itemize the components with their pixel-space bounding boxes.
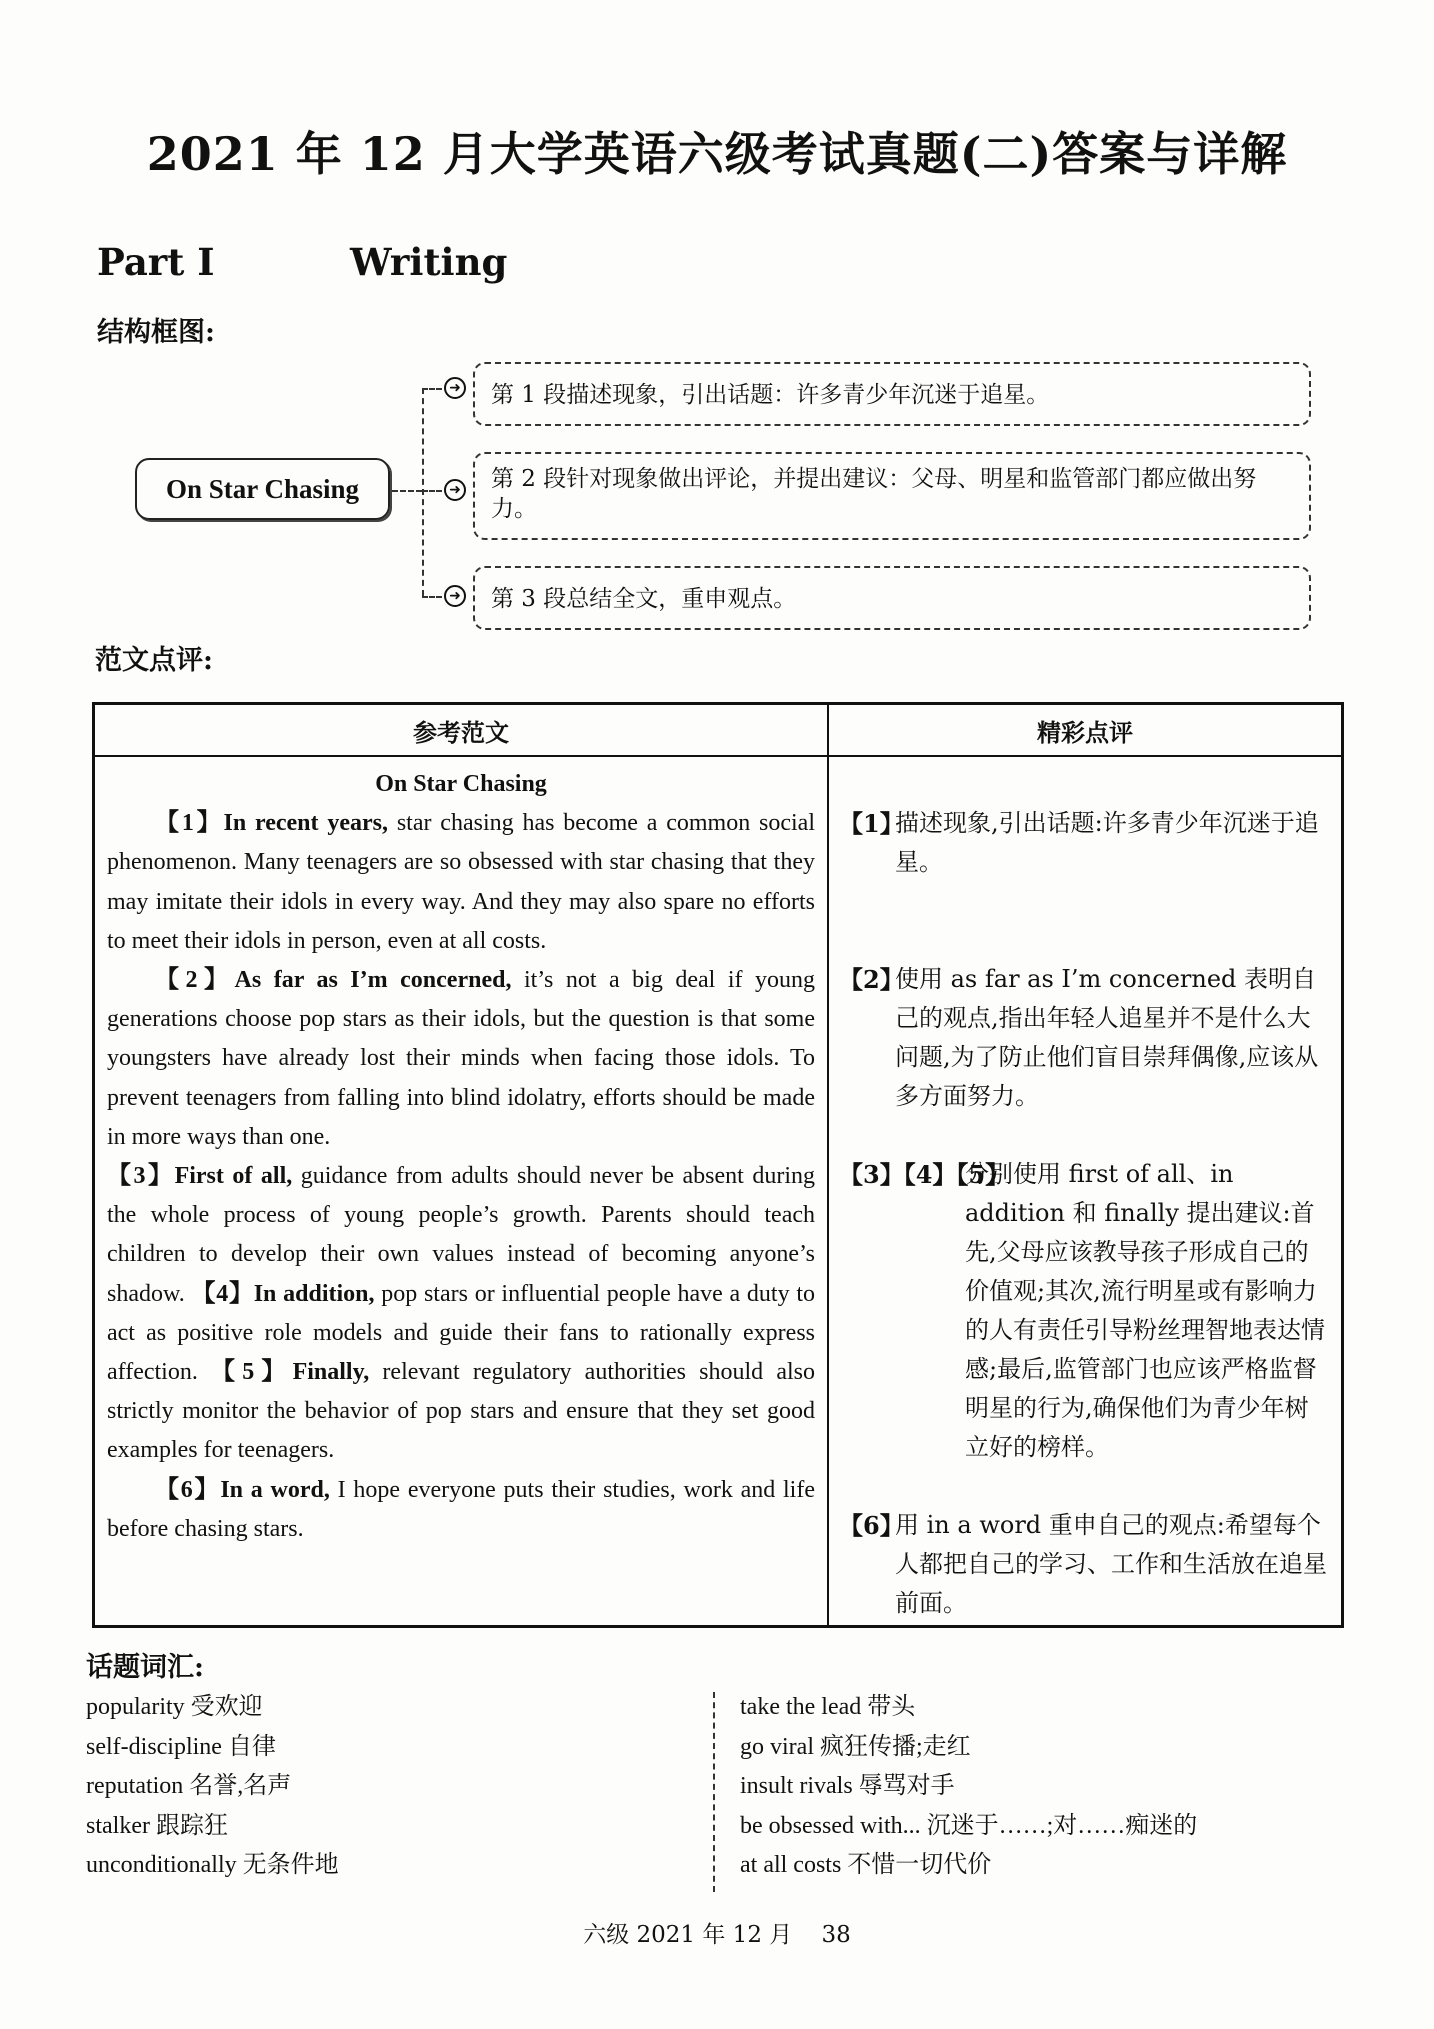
structure-heading: 结构框图: <box>97 317 215 348</box>
comment-cell <box>828 756 1343 1627</box>
part-label: Part Ⅰ <box>97 240 215 284</box>
vocab-item: popularity 受欢迎 <box>86 1694 263 1720</box>
page-title: 2021 年 12 月大学英语六级考试真题(二)答案与详解 <box>146 127 1288 181</box>
essay-paragraph-3: 【3】First of all, guidance from adults should never be absent during the whole process of young people’s growth. Parents should teach children to develop their own values instead of becoming anyone’s shadow. 【4】In addition, pop stars or influential people have a duty to act as positive role models and guide their fans to rationally express affection. 【5】Finally, relevant regulatory authorities should also strictly monitor the behavior of pop stars and ensure that they set good examples for teenagers. <box>107 1163 816 1464</box>
vocab-item: insult rivals 辱骂对手 <box>740 1773 955 1799</box>
comment-2: 【2】 使用 as far as I’m concerned 表明自己的观点,指出年轻人追星并不是什么大问题,为了防止他们盲目崇拜偶像,应该从多方面努力。 <box>839 965 1319 1110</box>
review-heading: 范文点评: <box>95 645 213 676</box>
review-table <box>92 702 1344 1628</box>
vocab-divider <box>713 1692 715 1892</box>
connector-branch-3 <box>422 596 442 598</box>
connector-branch-1 <box>422 388 442 390</box>
connector-branch-2 <box>422 490 442 492</box>
connector-trunk <box>422 388 424 596</box>
part-name: Writing <box>350 240 508 284</box>
page-footer: 六级 2021 年 12 月 38 <box>583 1922 851 1948</box>
structure-center-node: On Star Chasing <box>135 458 390 520</box>
vocab-item: go viral 疯狂传播;走红 <box>740 1733 971 1760</box>
vocab-item: at all costs 不惜一切代价 <box>740 1852 992 1878</box>
vocab-item: reputation 名誉,名声 <box>86 1773 292 1799</box>
comment-4: 【6】 用 in a word 重申自己的观点:希望每个人都把自己的学习、工作和生活放在追星前面。 <box>839 1511 1327 1617</box>
vocab-list-right <box>740 1688 1197 1886</box>
comment-1: 【1】 描述现象,引出话题:许多青少年沉迷于追星。 <box>839 809 1319 876</box>
vocab-item: stalker 跟踪狂 <box>86 1812 228 1839</box>
essay-paragraph-2: 【2】As far as I’m concerned, it’s not a big deal if young generations choose pop stars as their idols, but the question is that some youngsters have already lost their minds when facing those idols. To prevent teenagers from falling into blind idolatry, efforts should be made in more ways than one. <box>107 967 816 1150</box>
essay-paragraph-4: 【6】In a word, I hope everyone puts their studies, work and life before chasing stars. <box>107 1476 815 1542</box>
arrow-right-icon: ➜ <box>444 479 466 501</box>
vocab-list-left <box>86 1688 339 1886</box>
column-header-essay: 参考范文 <box>94 704 829 757</box>
comment-3: 【3】【4】【5】 分别使用 first of all、in addition 和 finally 提出建议:首先,父母应该教导孩子形成自己的价值观;其次,流行明星或有影响力的人有责任引导粉丝理智地表达情感;最后,监管部门也应该严格监督明星的行为,确保他们为青少年树立好的榜样。 <box>839 1160 1325 1461</box>
arrow-right-icon: ➜ <box>444 585 466 607</box>
vocab-item: self-discipline 自律 <box>86 1733 276 1760</box>
arrow-right-icon: ➜ <box>444 377 466 399</box>
column-header-comment: 精彩点评 <box>828 704 1343 757</box>
essay-title: On Star Chasing <box>375 771 547 797</box>
vocab-item: be obsessed with... 沉迷于……;对……痴迷的 <box>740 1812 1198 1839</box>
vocab-heading: 话题词汇: <box>86 1652 204 1683</box>
structure-branch-2: 第 2 段针对现象做出评论，并提出建议：父母、明星和监管部门都应做出努力。 <box>473 452 1311 540</box>
structure-branch-1: 第 1 段描述现象，引出话题：许多青少年沉迷于追星。 <box>473 362 1311 426</box>
essay-paragraph-1: 【1】In recent years, star chasing has become a common social phenomenon. Many teenagers are so obsessed with star chasing that they may imitate their idols in every way. And they may also spare no efforts to meet their idols in person, even at all costs. <box>107 810 815 954</box>
connector-main <box>392 490 422 492</box>
essay-cell <box>94 756 829 1627</box>
vocab-item: take the lead 带头 <box>740 1694 916 1720</box>
structure-branch-3: 第 3 段总结全文，重申观点。 <box>473 566 1311 630</box>
vocab-item: unconditionally 无条件地 <box>86 1852 339 1878</box>
